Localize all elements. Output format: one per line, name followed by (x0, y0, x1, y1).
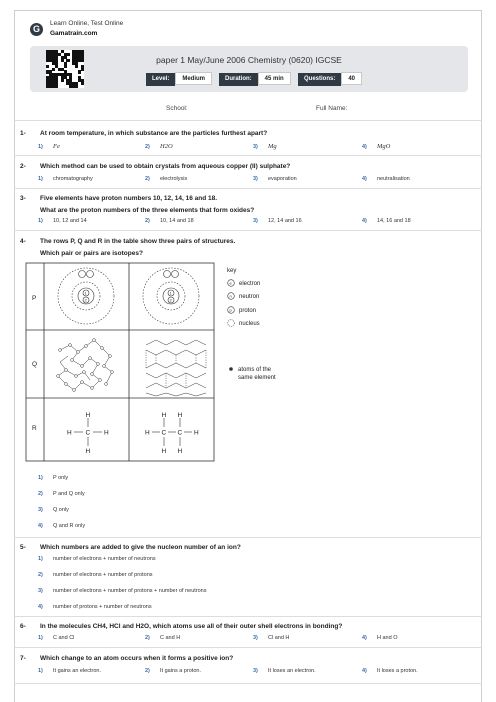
duration-label: Duration: (219, 73, 258, 86)
option-number: 1) (38, 144, 43, 150)
q4-option-2[interactable] (38, 491, 85, 497)
question-text-line2: What are the proton numbers of the three elements that form oxides? (40, 207, 255, 214)
option-number: 1) (38, 176, 43, 182)
option-text: C and Cl (53, 635, 75, 641)
question-number: 4- (20, 238, 26, 245)
option-text: number of electrons + number of protons (53, 572, 153, 578)
school-field-label: School: (166, 105, 188, 112)
option-2[interactable] (38, 572, 153, 578)
option-text: number of electrons + number of neutrons (53, 556, 156, 562)
question-text: The rows P, Q and R in the table show three pairs of structures. (40, 238, 236, 245)
option-2[interactable] (145, 668, 201, 674)
option-text: Cl and H (268, 635, 290, 641)
option-text: evaporation (268, 176, 297, 182)
option-3[interactable] (253, 635, 289, 641)
key-electron: electron (239, 281, 261, 287)
option-text: H2O (160, 143, 173, 150)
option-text: C and H (160, 635, 181, 641)
nucleus-count-2: 2 (169, 297, 172, 303)
option-number: 1) (38, 668, 43, 674)
key-nucleus: nucleus (239, 321, 260, 327)
brand-site[interactable]: Gamatrain.com (50, 30, 98, 37)
structure-Q-right (146, 340, 206, 396)
structure-R-right (152, 418, 192, 446)
option-text: H and O (377, 635, 398, 641)
nucleus-icon (228, 320, 235, 327)
option-1[interactable] (38, 556, 156, 562)
nucleus-count-1: 1 (84, 290, 87, 296)
option-number: 2) (145, 668, 150, 674)
option-text: Fe (53, 143, 60, 150)
atom-P-left (58, 268, 114, 324)
atom-H: H (85, 412, 91, 419)
structure-Q-left (57, 339, 114, 392)
brand-tagline: Learn Online, Test Online (50, 20, 124, 27)
question-text: In the molecules CH4, HCl and H2O, which atoms use all of their outer shell electrons in bonding? (40, 623, 343, 630)
key-symbol-n: n (229, 293, 232, 299)
option-number: 3) (253, 144, 258, 150)
option-number: 2) (145, 144, 150, 150)
option-3[interactable] (38, 588, 206, 594)
option-number: 4) (362, 668, 367, 674)
key-proton: proton (239, 308, 257, 314)
q4-option-4[interactable] (38, 523, 85, 529)
option-number: 4) (362, 176, 367, 182)
atom-C: C (85, 429, 91, 437)
option-number: 2) (38, 572, 43, 578)
option-text: Q only (53, 507, 69, 513)
divider (14, 616, 482, 617)
atom-H: H (161, 412, 167, 419)
atom-P-right (143, 268, 199, 324)
key-neutron: neutron (239, 294, 260, 300)
option-text: MgO (377, 143, 391, 150)
questions-value: 40 (341, 72, 362, 85)
question-text: Which numbers are added to give the nucleon number of an ion? (40, 544, 241, 551)
option-4[interactable] (38, 604, 152, 610)
atom-H: H (67, 429, 72, 437)
option-number: 1) (38, 635, 43, 641)
option-text: It gains a proton. (160, 668, 201, 674)
option-text: Q and R only (53, 523, 86, 529)
atom-dot-icon (230, 368, 233, 371)
option-number: 3) (38, 588, 43, 594)
option-text: It gains an electron. (53, 668, 102, 674)
option-number: 4) (362, 218, 367, 224)
option-text: number of protons + number of neutrons (53, 604, 152, 610)
question-text: Which change to an atom occurs when it forms a positive ion? (40, 655, 234, 662)
question-text: At room temperature, in which substance are the particles furthest apart? (40, 130, 268, 137)
option-number: 3) (253, 635, 258, 641)
key-symbol-p: p (229, 307, 232, 313)
row-label-Q: Q (32, 361, 38, 368)
full-name-field-label: Full Name: (316, 105, 348, 112)
atom-C: C (177, 429, 183, 437)
option-4[interactable] (362, 668, 418, 674)
question-number: 7- (20, 655, 26, 662)
atom-H: H (85, 448, 91, 455)
questions-label: Questions: (298, 73, 341, 86)
row-label-P: P (32, 295, 37, 302)
option-1[interactable] (38, 668, 101, 674)
key-atoms-note-1: atoms of the (238, 367, 272, 373)
atom-H: H (194, 429, 199, 437)
option-2[interactable] (145, 635, 180, 641)
option-number: 2) (145, 218, 150, 224)
divider (14, 647, 482, 648)
option-number: 3) (253, 668, 258, 674)
option-text: 14, 16 and 18 (377, 218, 411, 224)
option-number: 4) (38, 604, 43, 610)
option-number: 4) (38, 523, 43, 529)
atom-H: H (104, 429, 109, 437)
question-number: 6- (20, 623, 26, 630)
q4-option-3[interactable] (38, 507, 69, 513)
option-number: 3) (38, 507, 43, 513)
option-1[interactable] (38, 635, 74, 641)
question-number: 3- (20, 195, 26, 202)
level-label: Level: (146, 73, 175, 86)
question-text-line2: Which pair or pairs are isotopes? (40, 250, 143, 257)
question-text: Which method can be used to obtain crystals from aqueous copper (II) sulphate? (40, 163, 291, 170)
option-4[interactable] (362, 635, 397, 641)
nucleus-count-2: 2 (84, 297, 87, 303)
option-text: chromatography (53, 176, 93, 182)
row-label-R: R (32, 425, 37, 432)
option-number: 4) (362, 144, 367, 150)
question-number: 2- (20, 163, 26, 170)
option-number: 4) (362, 635, 367, 641)
nucleus-count-1: 1 (169, 290, 172, 296)
option-text: 10, 12 and 14 (53, 218, 87, 224)
option-number: 3) (253, 176, 258, 182)
option-text: neutralisation (377, 176, 410, 182)
option-number: 1) (38, 218, 43, 224)
option-text: P and Q only (53, 491, 85, 497)
option-text: number of electrons + number of protons + number of neutrons (53, 588, 207, 594)
option-text: Mg (268, 143, 277, 150)
option-text: P only (53, 475, 69, 481)
atom-H: H (161, 448, 167, 455)
option-number: 3) (253, 218, 258, 224)
question-text: Five elements have proton numbers 10, 12, 14, 16 and 18. (40, 195, 218, 202)
key-symbol-e: e (229, 280, 232, 286)
key-title: key (227, 268, 237, 274)
option-text: It loses an electron. (268, 668, 316, 674)
option-text: It loses a proton. (377, 668, 418, 674)
gamatrain-logo: G (30, 23, 43, 36)
figure-table-grid (26, 263, 214, 461)
atom-C: C (161, 429, 167, 437)
option-number: 1) (38, 475, 43, 481)
atom-H: H (145, 429, 150, 437)
divider (14, 683, 482, 684)
option-text: 12, 14 and 16 (268, 218, 302, 224)
option-text: 10, 14 and 18 (160, 218, 194, 224)
question-number: 5- (20, 544, 26, 551)
divider (14, 537, 482, 538)
option-text: electrolysis (160, 176, 188, 182)
option-number: 2) (145, 176, 150, 182)
atom-H: H (177, 448, 183, 455)
option-3[interactable] (253, 668, 316, 674)
option-number: 1) (38, 556, 43, 562)
option-number: 2) (38, 491, 43, 497)
key-atoms-note-2: same element (238, 375, 276, 381)
option-number: 2) (145, 635, 150, 641)
q4-option-1[interactable] (38, 475, 68, 481)
level-value: Medium (175, 72, 212, 85)
atom-H: H (177, 412, 183, 419)
question-number: 1- (20, 130, 26, 137)
duration-value: 45 min (258, 72, 291, 85)
paper-title: paper 1 May/June 2006 Chemistry (0620) IGCSE (156, 55, 342, 65)
